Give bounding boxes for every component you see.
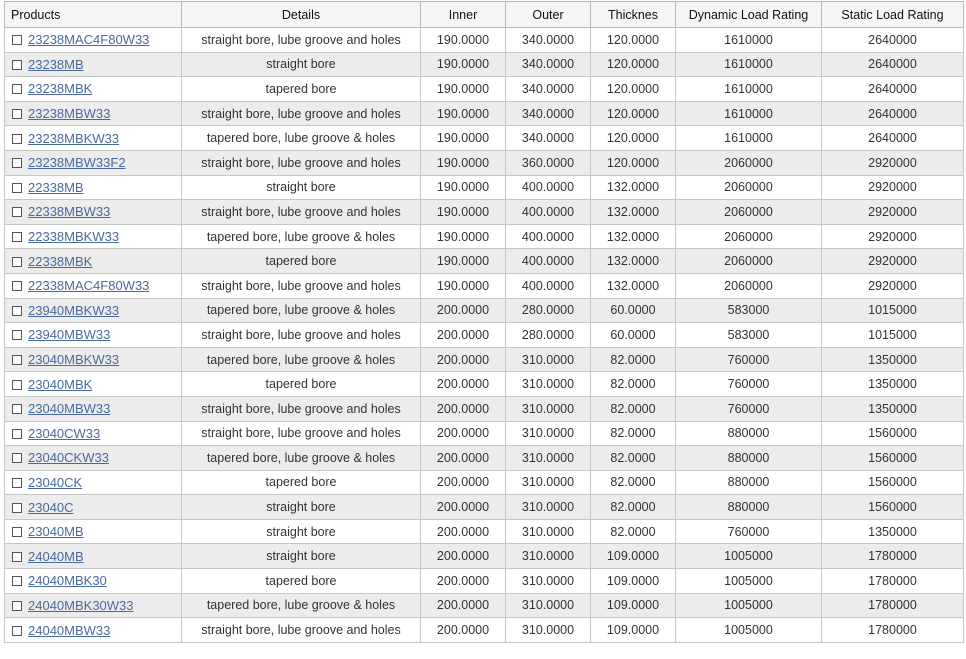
static-load-cell: 2920000 [822,224,964,249]
thickness-cell: 109.0000 [591,569,676,594]
static-load-cell: 1780000 [822,618,964,643]
product-link[interactable]: 23040MBKW33 [28,352,120,368]
product-cell [5,224,182,249]
select-checkbox[interactable] [12,503,22,513]
dynamic-load-cell: 2060000 [676,175,822,200]
thickness-cell: 109.0000 [591,544,676,569]
details-cell: straight bore [182,544,421,569]
outer-cell: 340.0000 [506,126,591,151]
inner-cell: 200.0000 [421,519,506,544]
details-cell: tapered bore, lube groove & holes [182,126,421,151]
select-checkbox[interactable] [12,380,22,390]
product-cell [5,28,182,53]
thickness-cell: 82.0000 [591,396,676,421]
inner-cell: 200.0000 [421,347,506,372]
thickness-cell: 82.0000 [591,470,676,495]
static-load-cell: 1350000 [822,519,964,544]
select-checkbox[interactable] [12,626,22,636]
dynamic-load-cell: 880000 [676,421,822,446]
select-checkbox[interactable] [12,601,22,611]
select-checkbox[interactable] [12,527,22,537]
dynamic-load-cell: 880000 [676,446,822,471]
outer-cell: 400.0000 [506,200,591,225]
col-header-thickness[interactable]: Thicknes [591,2,676,28]
table-row [5,593,964,618]
product-link[interactable]: 24040MBK30 [28,573,107,589]
outer-cell: 310.0000 [506,446,591,471]
thickness-cell: 82.0000 [591,446,676,471]
inner-cell: 200.0000 [421,323,506,348]
static-load-cell: 2640000 [822,126,964,151]
inner-cell: 190.0000 [421,52,506,77]
col-header-dynamic-load-rating[interactable]: Dynamic Load Rating [676,2,822,28]
outer-cell: 310.0000 [506,347,591,372]
static-load-cell: 1780000 [822,593,964,618]
thickness-cell: 120.0000 [591,150,676,175]
static-load-cell: 2920000 [822,200,964,225]
inner-cell: 190.0000 [421,175,506,200]
product-link[interactable]: 22338MAC4F80W33 [28,278,150,294]
select-checkbox[interactable] [12,207,22,217]
product-cell [5,52,182,77]
inner-cell: 190.0000 [421,273,506,298]
dynamic-load-cell: 1005000 [676,593,822,618]
details-cell: straight bore, lube groove and holes [182,421,421,446]
product-link[interactable]: 24040MBK30W33 [28,597,134,613]
inner-cell: 200.0000 [421,421,506,446]
table-row [5,396,964,421]
dynamic-load-cell: 583000 [676,323,822,348]
select-checkbox[interactable] [12,355,22,365]
dynamic-load-cell: 1005000 [676,544,822,569]
dynamic-load-cell: 1005000 [676,569,822,594]
table-row [5,224,964,249]
details-cell: tapered bore, lube groove & holes [182,347,421,372]
product-link[interactable]: 22338MB [28,179,84,195]
product-link[interactable]: 23940MBW33 [28,327,111,343]
inner-cell: 190.0000 [421,249,506,274]
table-header-row [5,2,964,28]
outer-cell: 400.0000 [506,175,591,200]
outer-cell: 310.0000 [506,495,591,520]
select-checkbox[interactable] [12,429,22,439]
inner-cell: 190.0000 [421,101,506,126]
table-row [5,495,964,520]
table-row [5,175,964,200]
col-header-outer[interactable]: Outer [506,2,591,28]
thickness-cell: 60.0000 [591,298,676,323]
details-cell: tapered bore [182,569,421,594]
outer-cell: 310.0000 [506,618,591,643]
inner-cell: 190.0000 [421,224,506,249]
product-cell [5,372,182,397]
table-row [5,200,964,225]
dynamic-load-cell: 1005000 [676,618,822,643]
product-link[interactable]: 23040C [28,499,74,515]
col-header-products[interactable]: Products [5,2,182,28]
thickness-cell: 82.0000 [591,421,676,446]
select-checkbox[interactable] [12,330,22,340]
select-checkbox[interactable] [12,232,22,242]
product-link[interactable]: 23238MBKW33 [28,130,120,146]
product-link[interactable]: 23238MBW33F2 [28,155,126,171]
product-link[interactable]: 23040MB [28,524,84,540]
static-load-cell: 1560000 [822,421,964,446]
product-link[interactable]: 23238MBW33 [28,106,111,122]
product-link[interactable]: 23040CKW33 [28,450,109,466]
table-row [5,273,964,298]
select-checkbox[interactable] [12,257,22,267]
table-row [5,618,964,643]
product-link[interactable]: 23040CK [28,474,83,490]
thickness-cell: 132.0000 [591,273,676,298]
product-link[interactable]: 23040CW33 [28,425,101,441]
static-load-cell: 1015000 [822,323,964,348]
details-cell: straight bore, lube groove and holes [182,200,421,225]
inner-cell: 200.0000 [421,470,506,495]
select-checkbox[interactable] [12,84,22,94]
outer-cell: 310.0000 [506,470,591,495]
static-load-cell: 2640000 [822,28,964,53]
details-cell: tapered bore, lube groove & holes [182,593,421,618]
static-load-cell: 2920000 [822,175,964,200]
table-row [5,101,964,126]
table-row [5,544,964,569]
product-cell [5,569,182,594]
dynamic-load-cell: 1610000 [676,126,822,151]
dynamic-load-cell: 2060000 [676,150,822,175]
select-checkbox[interactable] [12,60,22,70]
table-row [5,77,964,102]
inner-cell: 190.0000 [421,28,506,53]
outer-cell: 310.0000 [506,593,591,618]
product-link[interactable]: 23238MB [28,56,84,72]
details-cell: straight bore, lube groove and holes [182,273,421,298]
table-row [5,569,964,594]
product-cell [5,593,182,618]
thickness-cell: 120.0000 [591,28,676,53]
product-cell [5,323,182,348]
product-cell [5,470,182,495]
outer-cell: 310.0000 [506,544,591,569]
outer-cell: 340.0000 [506,28,591,53]
product-link[interactable]: 23238MBK [28,81,93,97]
product-cell [5,200,182,225]
product-link[interactable]: 23040MBW33 [28,401,111,417]
dynamic-load-cell: 760000 [676,519,822,544]
outer-cell: 310.0000 [506,372,591,397]
dynamic-load-cell: 760000 [676,347,822,372]
dynamic-load-cell: 2060000 [676,273,822,298]
dynamic-load-cell: 2060000 [676,224,822,249]
inner-cell: 190.0000 [421,200,506,225]
product-link[interactable]: 23238MAC4F80W33 [28,32,150,48]
details-cell: tapered bore [182,249,421,274]
static-load-cell: 2640000 [822,52,964,77]
product-cell [5,519,182,544]
details-cell: straight bore, lube groove and holes [182,150,421,175]
select-checkbox[interactable] [12,35,22,45]
table-row [5,249,964,274]
inner-cell: 190.0000 [421,150,506,175]
outer-cell: 280.0000 [506,323,591,348]
outer-cell: 280.0000 [506,298,591,323]
product-link[interactable]: 24040MB [28,548,84,564]
table-row [5,323,964,348]
outer-cell: 400.0000 [506,224,591,249]
dynamic-load-cell: 760000 [676,372,822,397]
outer-cell: 310.0000 [506,396,591,421]
product-table [4,1,964,643]
static-load-cell: 1350000 [822,347,964,372]
product-link[interactable]: 23040MBK [28,376,93,392]
select-checkbox[interactable] [12,306,22,316]
thickness-cell: 120.0000 [591,126,676,151]
product-cell [5,544,182,569]
outer-cell: 400.0000 [506,273,591,298]
dynamic-load-cell: 583000 [676,298,822,323]
thickness-cell: 82.0000 [591,347,676,372]
table-row [5,421,964,446]
outer-cell: 340.0000 [506,101,591,126]
details-cell: straight bore [182,175,421,200]
details-cell: straight bore, lube groove and holes [182,101,421,126]
static-load-cell: 1350000 [822,396,964,421]
thickness-cell: 120.0000 [591,52,676,77]
table-row [5,519,964,544]
static-load-cell: 2920000 [822,150,964,175]
static-load-cell: 1780000 [822,569,964,594]
details-cell: tapered bore [182,470,421,495]
product-link[interactable]: 22338MBKW33 [28,229,120,245]
col-header-details[interactable]: Details [182,2,421,28]
inner-cell: 200.0000 [421,544,506,569]
inner-cell: 190.0000 [421,126,506,151]
dynamic-load-cell: 880000 [676,470,822,495]
product-cell [5,347,182,372]
select-checkbox[interactable] [12,158,22,168]
outer-cell: 310.0000 [506,519,591,544]
product-cell [5,618,182,643]
static-load-cell: 2640000 [822,101,964,126]
inner-cell: 200.0000 [421,396,506,421]
thickness-cell: 132.0000 [591,249,676,274]
select-checkbox[interactable] [12,109,22,119]
dynamic-load-cell: 2060000 [676,249,822,274]
inner-cell: 200.0000 [421,495,506,520]
inner-cell: 200.0000 [421,618,506,643]
thickness-cell: 109.0000 [591,593,676,618]
select-checkbox[interactable] [12,453,22,463]
inner-cell: 200.0000 [421,446,506,471]
details-cell: tapered bore, lube groove & holes [182,446,421,471]
product-cell [5,126,182,151]
outer-cell: 340.0000 [506,77,591,102]
outer-cell: 310.0000 [506,569,591,594]
table-row [5,150,964,175]
col-header-static-load-rating[interactable]: Static Load Rating [822,2,964,28]
inner-cell: 190.0000 [421,77,506,102]
inner-cell: 200.0000 [421,298,506,323]
product-cell [5,446,182,471]
product-cell [5,101,182,126]
col-header-inner[interactable]: Inner [421,2,506,28]
dynamic-load-cell: 1610000 [676,101,822,126]
static-load-cell: 1560000 [822,470,964,495]
select-checkbox[interactable] [12,478,22,488]
table-row [5,470,964,495]
thickness-cell: 82.0000 [591,372,676,397]
product-cell [5,77,182,102]
details-cell: straight bore [182,519,421,544]
product-cell [5,175,182,200]
static-load-cell: 1780000 [822,544,964,569]
thickness-cell: 82.0000 [591,519,676,544]
details-cell: straight bore, lube groove and holes [182,323,421,348]
table-row [5,298,964,323]
details-cell: straight bore [182,495,421,520]
table-row [5,347,964,372]
table-row [5,52,964,77]
table-body [5,28,964,643]
thickness-cell: 120.0000 [591,101,676,126]
static-load-cell: 1350000 [822,372,964,397]
dynamic-load-cell: 2060000 [676,200,822,225]
select-checkbox[interactable] [12,552,22,562]
thickness-cell: 132.0000 [591,224,676,249]
product-cell [5,150,182,175]
details-cell: tapered bore, lube groove & holes [182,224,421,249]
thickness-cell: 120.0000 [591,77,676,102]
thickness-cell: 109.0000 [591,618,676,643]
thickness-cell: 82.0000 [591,495,676,520]
outer-cell: 340.0000 [506,52,591,77]
dynamic-load-cell: 1610000 [676,52,822,77]
dynamic-load-cell: 1610000 [676,28,822,53]
table-row [5,28,964,53]
dynamic-load-cell: 880000 [676,495,822,520]
dynamic-load-cell: 1610000 [676,77,822,102]
select-checkbox[interactable] [12,183,22,193]
inner-cell: 200.0000 [421,593,506,618]
thickness-cell: 132.0000 [591,175,676,200]
static-load-cell: 2640000 [822,77,964,102]
details-cell: straight bore, lube groove and holes [182,618,421,643]
product-cell [5,396,182,421]
static-load-cell: 1560000 [822,495,964,520]
table-row [5,126,964,151]
static-load-cell: 1015000 [822,298,964,323]
static-load-cell: 2920000 [822,249,964,274]
outer-cell: 360.0000 [506,150,591,175]
product-cell [5,421,182,446]
product-cell [5,298,182,323]
product-cell [5,249,182,274]
static-load-cell: 1560000 [822,446,964,471]
table-row [5,372,964,397]
static-load-cell: 2920000 [822,273,964,298]
details-cell: tapered bore, lube groove & holes [182,298,421,323]
details-cell: tapered bore [182,77,421,102]
details-cell: straight bore, lube groove and holes [182,28,421,53]
outer-cell: 310.0000 [506,421,591,446]
details-cell: tapered bore [182,372,421,397]
select-checkbox[interactable] [12,281,22,291]
inner-cell: 200.0000 [421,372,506,397]
outer-cell: 400.0000 [506,249,591,274]
product-link[interactable]: 22338MBW33 [28,204,111,220]
product-cell [5,495,182,520]
product-link[interactable]: 23940MBKW33 [28,302,120,318]
details-cell: straight bore, lube groove and holes [182,396,421,421]
dynamic-load-cell: 760000 [676,396,822,421]
thickness-cell: 60.0000 [591,323,676,348]
inner-cell: 200.0000 [421,569,506,594]
select-checkbox[interactable] [12,576,22,586]
details-cell: straight bore [182,52,421,77]
thickness-cell: 132.0000 [591,200,676,225]
product-link[interactable]: 22338MBK [28,253,93,269]
product-table-container [4,1,964,643]
table-row [5,446,964,471]
select-checkbox[interactable] [12,134,22,144]
product-cell [5,273,182,298]
select-checkbox[interactable] [12,404,22,414]
product-link[interactable]: 24040MBW33 [28,622,111,638]
